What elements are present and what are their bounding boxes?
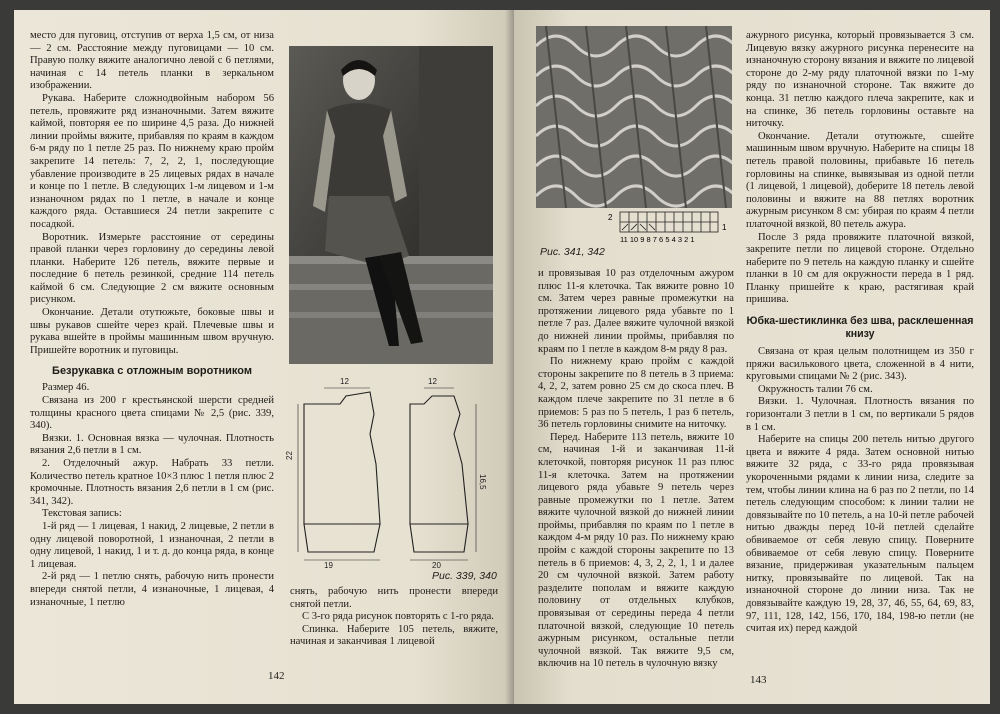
page-number-right: 143 <box>750 674 767 686</box>
skirt-yarn-paragraph: Связана от края целым полотнищем из 350 г пряжи василькового цвета, сложенной в 4 нити, круговыми спицами № 2 (рис. 343). <box>746 346 974 383</box>
lace-pattern-image <box>536 26 732 208</box>
front-paragraph: Перед. Наберите 113 петель, вяжите 10 см, начиная 1-й и заканчивая 11-й клеточкой, повторяя рисунок 11 раз плюс 11-я клеточка. Затем на протяжении лицевого ряда убавьте 9 петель через равные промежутки по 1 петле. Затем вяжите чулочной вязкой до нижней линии проймы, прибавляя по краям по 1 петле в каждом 4-м ряду 10 раз. По нижнему краю пройм с каждой стороны закрепите по 13 петель в 6 приемов: 4, 3, 2, 2, 1, 1 и далее 20 см чулочной вязкой. Затем работу разделите пополам и вяжите каждую половину от отдельных клубков, провязывая от середины переда 4 петли платочной вязкой, следующие 10 петель ажурным рисунком, остальные петли чулочной вязкой. Так вяжите 9,5 см, включив на 10 петель в чулочную вязку <box>538 431 734 670</box>
row2-paragraph: 2-й ряд — 1 петлю снять, рабочую нить пронести впереди снятой петли, 4 изнаночные, 1 лицевая, 4 изнаночные, 1 петлю <box>30 571 274 608</box>
skirt-knit-paragraph: Вязки. 1. Чулочная. Плотность вязания по горизонтали 3 петли в 1 см, по вертикали 5 рядов в 1 см. <box>746 396 974 433</box>
svg-text:20: 20 <box>432 561 441 568</box>
yarn-paragraph: Связана из 200 г крестьянской шерсти средней толщины красного цвета спицами № 2,5 (рис. 339, 340). <box>30 395 274 432</box>
size-paragraph: Размер 46. <box>42 382 90 394</box>
page-number-left: 142 <box>268 670 285 682</box>
right-finish-paragraph: Окончание. Детали отутюжьте, сшейте машинным швом вручную. Наберите на спицы 18 петель правой половины, прибавьте 16 петель горловины на спинке, вывязывая из одной петли (1 лицевой, 1 лицевой), доберите 18 петель левой половины и вяжите на 88 петлях воротник ажурным рисунком 8 см: убирая по краям 4 петли платочной вязкой, 80 петель ажура. <box>746 130 974 230</box>
right-column-2 <box>746 30 974 636</box>
knitting-chart <box>606 210 732 244</box>
knit1-paragraph: Вязки. 1. Основная вязка — чулочная. Плотность вязания 2,6 петли в 1 см. <box>30 432 274 457</box>
model-photo <box>289 46 493 364</box>
row1-paragraph: 1-й ряд — 1 лицевая, 1 накид, 2 лицевые, 2 петли в одну лицевой поворотной, 1 изнаночная, 2 петли в одну лицевой, 1 накид, 1 и т. д. до конца ряда, в конце 1 лицевая. <box>30 520 274 570</box>
left-column-2 <box>290 586 498 649</box>
left-column-1 <box>30 30 274 609</box>
col2-continuation: снять, рабочую нить пронести впереди снятой петли. <box>290 586 498 610</box>
svg-text:12: 12 <box>428 377 437 386</box>
col2-back: Спинка. Наберите 105 петель, вяжите, начиная и заканчивая 1 лицевой <box>290 623 498 648</box>
chart-col-labels: 11 10 9 8 7 6 5 4 3 2 1 <box>620 235 695 244</box>
sleeves-paragraph: Рукава. Наберите сложнодвойным набором 56 петель, провяжите ряд изнаночными. Затем вяжите каймой, повторяя ее по ширине 4,5 раза. До нижней линии проймы вяжите, прибавляя по краям в каждом 6-м ряду по 1 петле 25 раз. По нижнему краю пройм закрепите 14 петель: 7, 2, 2, 1, последующие убавление производите в 25 лицевых рядах в начале и конце по 1 петле. В следующих 1-м лицевом и 1-м изнаночном рядах по 1 петле, в начале и конце каждого ряда. Оставшиеся 24 петли закрепите с посадкой. <box>30 92 274 230</box>
svg-text:16,5: 16,5 <box>478 474 487 490</box>
intro-paragraph: место для пуговиц, отступив от верха 1,5 см, от низа — 2 см. Расстояние между пуговицами — 10 см. Правую полку вяжите аналогично левой с 6 петлями, начиная с 14 петель планки в зеркальном изображении. <box>30 30 274 92</box>
svg-text:12: 12 <box>340 377 349 386</box>
right-page <box>514 10 990 704</box>
skirt-method-paragraph: Наберите на спицы 200 петель нитью другого цвета и вяжите 4 ряда. Затем основной нитью вяжите 32 ряда, с 33-го ряда провязывая укороченными рядами к линии низа, следите за тем, чтобы линии клина на 6 раз по 2 петли, по 14 петель следующим способом: к линии талии не довязывайте по 10 петель, а на 10-й петле рабочей нитью дважды перед 10-й петлей сделайте обвиваемое от себя левую спицу. Поверните обвиваемое от себя левую спицу. Поверните вязание, придерживая указательным пальцем нитку, провязывайте по лицевой. Так на изнаночной стороне до линии низа. Так не довязывайте каждую 19, 28, 37, 46, 55, 64, 69, 83, 97, 111, 128, 142, 156, 170, 184, 198-ю петли (не считая их) перед каждой <box>746 434 974 635</box>
waist-paragraph: Окружность талии 76 см. <box>758 383 873 395</box>
lace-continuation: ажурного рисунка, который провязывается 3 см. Лицевую вязку ажурного рисунка перенесите на изнаночную сторону вязания и вяжите по лицевой стороне до 2-му ряду платочной вязки по 1-му ряду по изнаночной стороне. Так вяжите до конца. 31 петлю каждого плеча закрепите, как и на спинке, 36 петель горловины оставьте на ниточку. <box>746 30 974 130</box>
collar-paragraph: Воротник. Измерьте расстояние от середины правой планки через горловину до середины левой планки. Наберите 126 петель, вяжите первые и последние 6 петель резинкой, средние 114 петель каймой 6 см. Следующие 2 см вяжите основным рисунком. <box>30 231 274 306</box>
model-photo-image <box>289 46 493 364</box>
chart-row-label-2: 2 <box>608 213 613 222</box>
planks-paragraph: После 3 ряда провяжите платочной вязкой, закрепите петли по лицевой стороне. Отдельно наберите по 9 петель на каждую планку и сшейте планки в 10 см для окружности переда в 1 ряд. Планку пришейте к краю, растягивая край пришива. <box>746 231 974 306</box>
svg-text:19: 19 <box>324 561 333 568</box>
col2-repeat: С 3-го ряда рисунок повторять с 1-го ряда. <box>302 611 494 623</box>
armhole-paragraph: По нижнему краю пройм с каждой стороны закрепите по 8 петель в 3 приема: 4, 2, 2, затем ровно 25 см до скоса плеч. В каждом плече закрепите по 31 петле в 6 приемов: 5 раз по 5 петель, 1 раз 6 петель, 36 петель горловины снимите на ниточку. <box>538 356 734 431</box>
record-paragraph: Текстовая запись: <box>42 508 122 520</box>
figure-caption-341: Рис. 341, 342 <box>540 246 605 258</box>
chart-row-label-1: 1 <box>722 223 727 232</box>
finish-paragraph: Окончание. Детали отутюжьте, боковые швы и швы рукавов сшейте через край. Плечевые швы и рукава вшейте в проймы машинным швом вручную. Пришейте воротник и пуговицы. <box>30 307 274 356</box>
svg-text:22: 22 <box>285 451 294 460</box>
left-page <box>14 10 514 704</box>
right-column-1 <box>538 268 734 671</box>
section-heading-skirt: Юбка-шестиклинка без шва, расклешенная книзу <box>746 315 974 340</box>
knit2-paragraph: 2. Отделочный ажур. Набрать 33 петли. Количество петель кратное 10×3 плюс 1 петля плюс 2 кромочные. Плотность вязания 2,6 петли в 1 см (рис. 341, 342). <box>30 458 274 507</box>
back-continuation: и провязывая 10 раз отделочным ажуром плюс 11-я клеточка. Так вяжите ровно 10 см. Затем через равные промежутки на протяжении лицевого ряда убавьте по 1 петле 7 раз. Далее вяжите чулочной вязкой до нижней линии проймы, прибавляя по краям по 1 петле в каждом 8-м ряду 8 раз. <box>538 268 734 355</box>
pattern-diagrams <box>284 374 500 568</box>
figure-caption-339: Рис. 339, 340 <box>432 570 497 582</box>
lace-pattern-photo <box>536 26 732 208</box>
section-heading-vest: Безрукавка с отложным воротником <box>52 365 252 378</box>
